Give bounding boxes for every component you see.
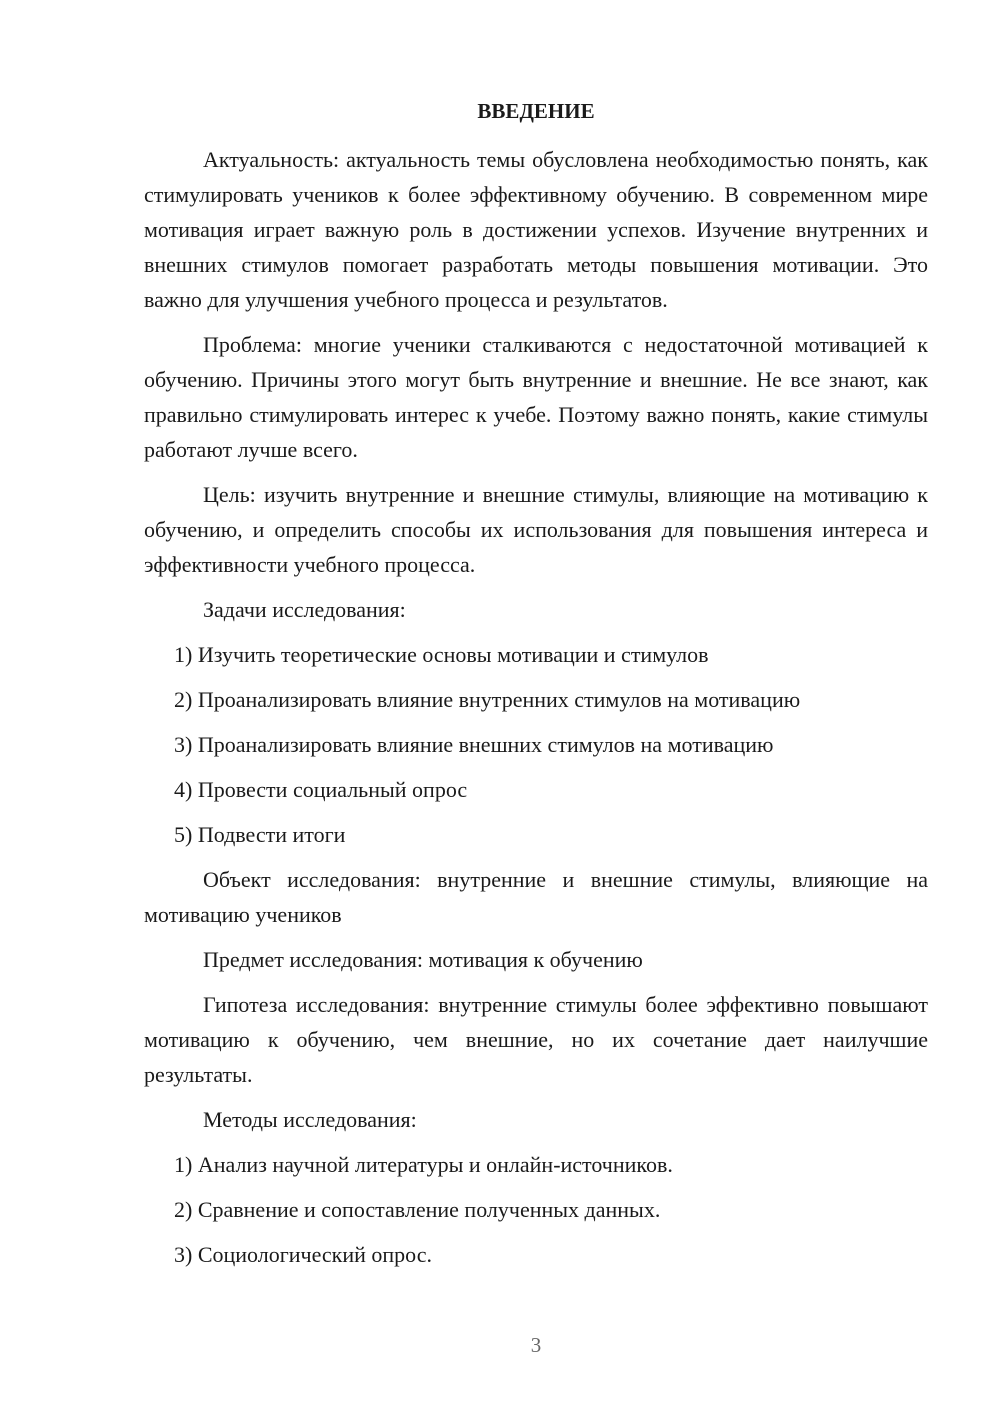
subject-paragraph: Предмет исследования: мотивация к обучению [203,947,643,972]
list-item: 2) Сравнение и сопоставление полученных данных. [174,1197,661,1222]
tasks-list [144,637,928,852]
page-number: 3 [530,1333,542,1357]
list-item: 3) Проанализировать влияние внешних стимулов на мотивацию [174,732,774,757]
problem-paragraph: Проблема: многие ученики сталкиваются с недостаточной мотивацией к обучению. Причины этого могут быть внутренние и внешние. Не все знают, как правильно стимулировать интерес к учебе. Поэтому важно понять, какие стимулы работают лучше всего. [144,332,928,462]
page-content [144,96,928,1282]
list-item: 5) Подвести итоги [174,822,346,847]
list-item: 3) Социологический опрос. [174,1242,432,1267]
page-title: ВВЕДЕНИЕ [477,99,595,123]
list-item: 2) Проанализировать влияние внутренних стимулов на мотивацию [174,687,801,712]
object-paragraph: Объект исследования: внутренние и внешние стимулы, влияющие на мотивацию учеников [144,867,928,927]
hypothesis-paragraph: Гипотеза исследования: внутренние стимулы более эффективно повышают мотивацию к обучению, чем внешние, но их сочетание дает наилучшие результаты. [144,992,928,1087]
relevance-paragraph: Актуальность: актуальность темы обусловлена необходимостью понять, как стимулировать учеников к более эффективному обучению. В современном мире мотивация играет важную роль в достижении успехов. Изучение внутренних и внешних стимулов помогает разработать методы повышения мотивации. Это важно для улучшения учебного процесса и результатов. [144,147,928,312]
methods-list [144,1147,928,1272]
tasks-label: Задачи исследования: [203,597,406,622]
goal-paragraph: Цель: изучить внутренние и внешние стимулы, влияющие на мотивацию к обучению, и определить способы их использования для повышения интереса и эффективности учебного процесса. [144,482,928,577]
list-item: 4) Провести социальный опрос [174,777,468,802]
list-item: 1) Анализ научной литературы и онлайн-источников. [174,1152,673,1177]
list-item: 1) Изучить теоретические основы мотивации и стимулов [174,642,709,667]
methods-label: Методы исследования: [203,1107,417,1132]
